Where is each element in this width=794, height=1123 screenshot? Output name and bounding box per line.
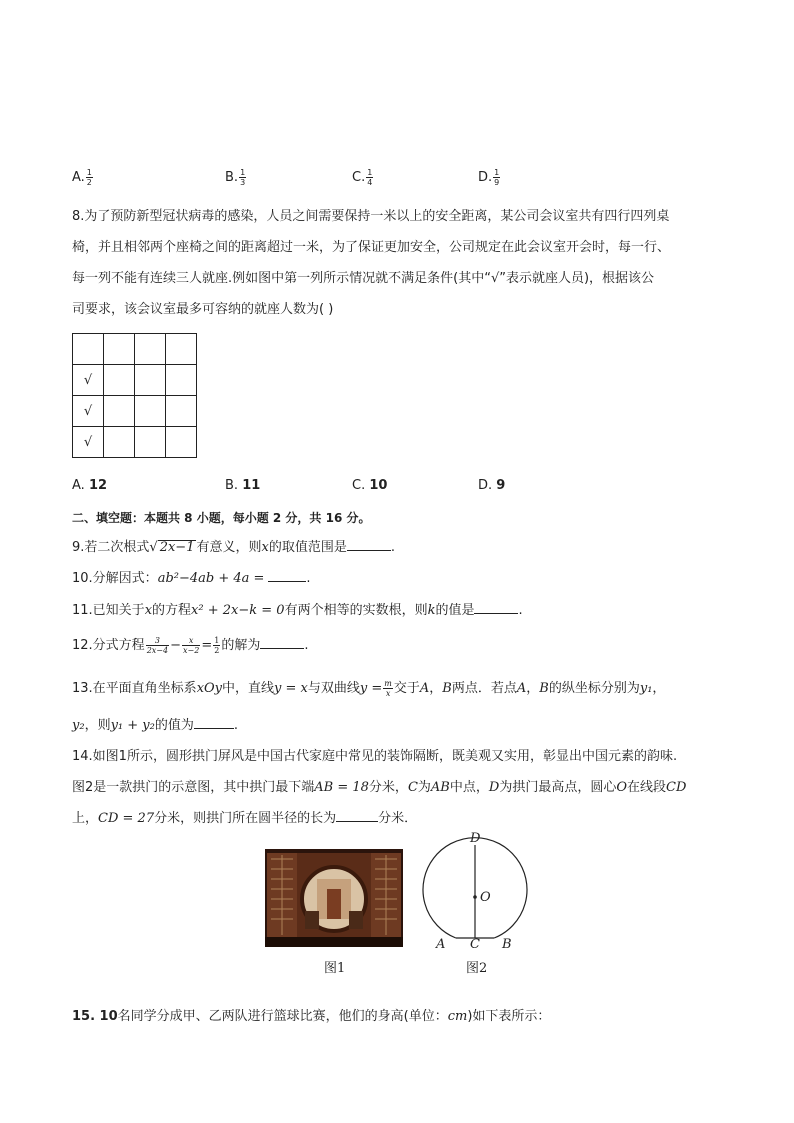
q7-option-b: B. $\frac{1}{3}$	[225, 168, 246, 187]
answer-blank[interactable]	[260, 636, 304, 649]
figure-1-caption: 图1	[324, 961, 346, 976]
grid-cell	[166, 396, 197, 427]
q13-line-2: y₂，则y₁ + y₂的值为 .	[72, 718, 239, 733]
q8-option-b: B. 11	[225, 478, 261, 493]
q11: 11.已知关于x的方程x² + 2x−k = 0有两个相等的实数根，则k的值是 .	[72, 603, 523, 618]
answer-blank[interactable]	[336, 809, 378, 822]
label-a: A	[436, 937, 446, 952]
q9: 9.若二次根式√ 2x−1 有意义，则x的取值范围是 .	[72, 540, 395, 555]
q14-line-2: 图2是一款拱门的示意图，其中拱门最下端AB = 18分米，C为AB中点，D为拱门最高点，圆心O在线段CD	[72, 780, 687, 795]
grid-cell	[135, 334, 166, 365]
label-d: D	[470, 831, 481, 846]
label-c: C	[470, 937, 480, 952]
label-b: B	[502, 937, 512, 952]
answer-blank[interactable]	[474, 601, 518, 614]
q8-option-d: D. 9	[478, 478, 506, 493]
grid-cell	[166, 365, 197, 396]
q7-option-c: C. $\frac{1}{4}$	[352, 168, 373, 187]
q7-option-a: A. $\frac{1}{2}$	[72, 168, 92, 187]
q8-line-3: 每一列不能有连续三人就座.例如图中第一列所示情况就不满足条件(其中“√”表示就座人员)，根据该公	[72, 271, 655, 286]
grid-row	[73, 334, 197, 365]
grid-cell: √	[73, 365, 104, 396]
seat-grid	[72, 333, 197, 458]
q7-option-d: D. $\frac{1}{9}$	[478, 168, 500, 187]
grid-cell	[135, 396, 166, 427]
q8-line-4: 司要求，该会议室最多可容纳的就座人数为( )	[72, 302, 334, 317]
answer-blank[interactable]	[194, 716, 234, 729]
grid-cell	[104, 427, 135, 458]
q12: 12.分式方程 $\frac{3}{2x-4}$ − $\frac{x}{x-2}$ = $\frac{1}{2}$ 的解为 .	[72, 636, 309, 655]
section-heading: 二、填空题：本题共 8 小题，每小题 2 分，共 16 分。	[72, 511, 371, 525]
q8-option-a: A. 12	[72, 478, 108, 493]
grid-cell	[166, 334, 197, 365]
grid-cell: √	[73, 396, 104, 427]
grid-cell	[104, 365, 135, 396]
q10: 10.分解因式：ab²−4ab + 4a = .	[72, 571, 311, 586]
moon-gate-photo	[265, 849, 403, 947]
label-o: O	[480, 890, 491, 905]
grid-cell	[135, 427, 166, 458]
moon-gate-photo-drawing	[265, 849, 403, 947]
q8-option-c: C. 10	[352, 478, 388, 493]
grid-row	[73, 396, 197, 427]
grid-cell	[73, 334, 104, 365]
q14-line-3: 上，CD = 27分米，则拱门所在圆半径的长为 分米．	[72, 811, 418, 826]
grid-cell	[104, 396, 135, 427]
answer-blank[interactable]	[347, 538, 391, 551]
q8-line-1: 8.为了预防新型冠状病毒的感染，人员之间需要保持一米以上的安全距离，某公司会议室共有四行四列桌	[72, 209, 670, 224]
grid-cell	[104, 334, 135, 365]
grid-cell	[135, 365, 166, 396]
q8-line-2: 椅，并且相邻两个座椅之间的距离超过一米，为了保证更加安全，公司规定在此会议室开会时，每一行、	[72, 240, 671, 255]
q15: 15. 10名同学分成甲、乙两队进行篮球比赛，他们的身高(单位：cm)如下表所示：	[72, 1009, 551, 1024]
figure-2-caption: 图2	[466, 961, 488, 976]
answer-blank[interactable]	[268, 569, 306, 582]
q13-line-1: 13.在平面直角坐标系xOy中，直线y = x与双曲线y = $\frac{m}{x}$ 交于A，B两点．若点A，B的纵坐标分别为y₁，	[72, 679, 666, 698]
grid-row	[73, 427, 197, 458]
grid-cell: √	[73, 427, 104, 458]
grid-row	[73, 365, 197, 396]
q14-line-1: 14.如图1所示，圆形拱门屏风是中国古代家庭中常见的装饰隔断，既美观又实用，彰显出中国元素的韵味.	[72, 749, 678, 764]
grid-cell	[166, 427, 197, 458]
